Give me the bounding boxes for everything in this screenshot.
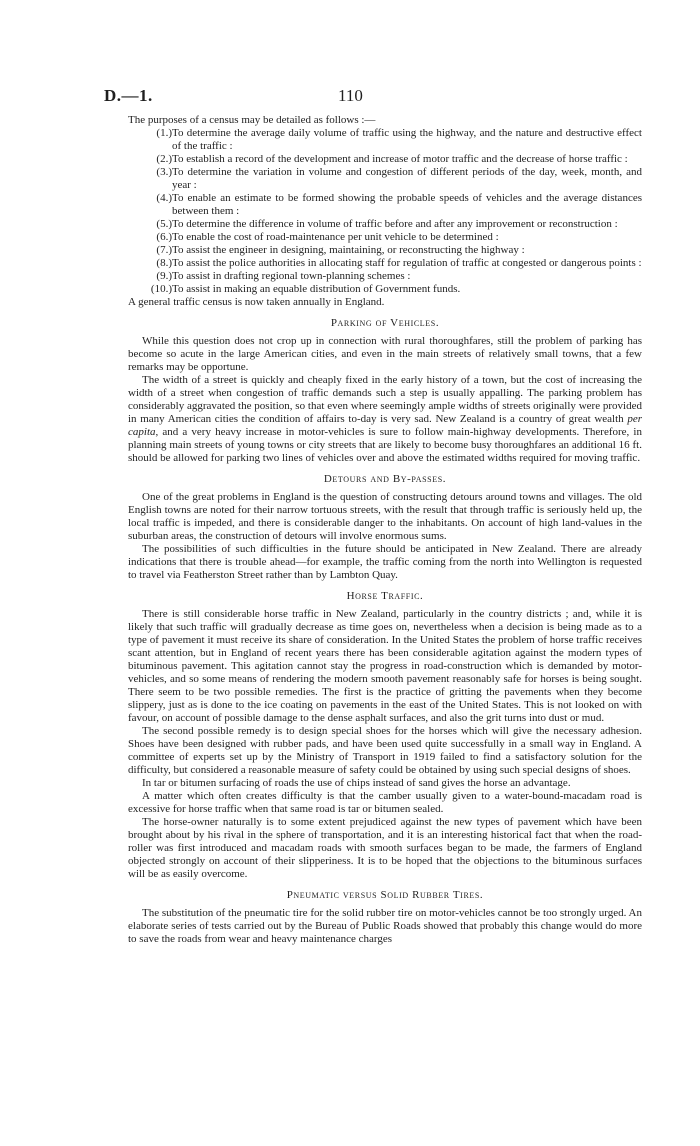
list-item: [128, 218, 642, 231]
paragraph: [128, 374, 642, 465]
paragraph: The horse-owner naturally is to some extent prejudiced against the new types of pavement which have been brought about by his rival in the sphere of transportation, and it is an interesting historical fact that when the road-roller was first introduced and macadam roads with smooth surfaces began to be made, the farmers of England objected strongly on account of their slipperiness. It is to be hoped that the objections to the bituminous surfaces will be as easily overcome.: [128, 816, 642, 880]
section-heading-horse-traffic: Horse Traffic.: [346, 590, 424, 602]
list-item-text: To determine the difference in volume of traffic before and after any improvement or reconstruction :: [172, 218, 618, 230]
paragraph-text: , and a very heavy increase in motor-vehicles is sure to follow main-highway developments. Therefore, in planning main streets of young towns or city streets that are likely to become busy thoroughfares an additional 16 ft. should be allowed for parking two lines of vehicles over and above the estimated widths required for moving traffic.: [128, 426, 642, 464]
list-item-text: To assist the police authorities in allocating staff for regulation of traffic at congested or dangerous points :: [172, 257, 642, 269]
page-header: [104, 86, 636, 110]
list-item-text: To assist in drafting regional town-planning schemes :: [172, 270, 411, 282]
list-item-number: (8.): [156, 257, 172, 269]
paragraph: There is still considerable horse traffic in New Zealand, particularly in the country districts ; and, while it is likely that such traffic will gradually decrease as time goes on, nevertheless when a decision is being made as to a type of pavement it must receive its share of consideration. In the United States the problem of horse traffic receives scant attention, but in England of recent years there has been considerable agitation against the modern types of bituminous pavement. This agitation cannot stay the progress in road-construction which is demanded by motor-vehicles, and so some means of rendering the modern smooth pavement reasonably safe for horses is being sought. There seem to be two possible remedies. The first is the practice of gritting the pavements when they become slippery, just as is done to the ice coating on pavements in the east of the United States. This is not looked on with favour, on account of possible damage to the dense asphalt surfaces, and also the grit turns into dust or mud.: [128, 608, 642, 724]
emphasis-text: per capita: [128, 413, 642, 438]
section-heading-parking: Parking of Vehicles.: [330, 317, 440, 329]
list-item: [128, 257, 642, 270]
page-body: [128, 114, 642, 946]
paragraph: A matter which often creates difficulty is that the camber usually given to a water-bound-macadam road is excessive for horse traffic when that same road is tar or bitumen sealed.: [128, 790, 642, 815]
list-item: [128, 127, 642, 153]
list-item-text: To enable an estimate to be formed showing the probable speeds of vehicles and the average distances between them :: [172, 192, 642, 217]
list-item: [128, 244, 642, 257]
paragraph: While this question does not crop up in connection with rural thoroughfares, still the problem of parking has become so acute in the large American cities, and even in the main streets of relatively small towns, that a few remarks may be opportune.: [128, 335, 642, 373]
list-item: [128, 192, 642, 218]
list-item-number: (2.): [156, 153, 172, 165]
section-heading-tires: Pneumatic versus Solid Rubber Tires.: [286, 889, 484, 901]
list-item: [128, 283, 642, 296]
list-item-text: To enable the cost of road-maintenance per unit vehicle to be determined :: [172, 231, 499, 243]
list-item-text: To assist the engineer in designing, maintaining, or reconstructing the highway :: [172, 244, 525, 256]
list-item-number: (1.): [156, 127, 172, 139]
list-item: [128, 231, 642, 244]
list-item-number: (5.): [156, 218, 172, 230]
list-item-text: To determine the variation in volume and congestion of different periods of the day, week, month, and year :: [172, 166, 642, 191]
list-item: [128, 153, 642, 166]
paragraph: One of the great problems in England is the question of constructing detours around towns and villages. The old English towns are noted for their narrow tortuous streets, with the result that through traffic is seriously held up, the local traffic is impeded, and there is considerable danger to the inhabitants. On account of high land-values in the suburban areas, the construction of detours will involve enormous sums.: [128, 491, 642, 542]
paragraph: The substitution of the pneumatic tire for the solid rubber tire on motor-vehicles cannot be too strongly urged. An elaborate series of tests carried out by the Bureau of Public Roads showed that probably this change would do more to save the roads from wear and heavy maintenance charges: [128, 907, 642, 945]
census-note: A general traffic census is now taken annually in England.: [128, 296, 385, 308]
list-item: [128, 270, 642, 283]
list-item-number: (7.): [156, 244, 172, 256]
paragraph-text: The width of a street is quickly and cheaply fixed in the early history of a town, but the cost of increasing the width of a street when congestion of traffic demands such a step is usually appalling. The parking problem has considerably aggravated the position, so that even where seemingly ample widths of streets originally were provided in many American cities the condition of affairs to-day is very sad. New Zealand is a country of great wealth: [128, 374, 642, 425]
list-item-number: (10.): [150, 283, 172, 295]
list-item-number: (6.): [156, 231, 172, 243]
paragraph: The possibilities of such difficulties in the future should be anticipated in New Zealand. There are already indications that there is trouble ahead—for example, the traffic coming from the north into Wellington is requested to travel via Featherston Street rather than by Lambton Quay.: [128, 543, 642, 581]
paragraph: In tar or bitumen surfacing of roads the use of chips instead of sand gives the horse an advantage.: [142, 777, 571, 789]
list-item-text: To establish a record of the development and increase of motor traffic and the decrease of horse traffic :: [172, 153, 628, 165]
list-item-number: (9.): [156, 270, 172, 282]
section-heading-detours: Detours and By-passes.: [323, 473, 447, 485]
list-item-number: (4.): [156, 192, 172, 204]
census-purposes-list: [128, 127, 642, 296]
list-item: [128, 166, 642, 192]
paragraph: The second possible remedy is to design special shoes for the horses which will give the necessary adhesion. Shoes have been designed with rubber pads, and have been used quite successfully in a small way in England. A committee of experts set up by the Ministry of Transport in 1919 failed to find a satisfactory solution for the difficulty, but considered a reasonable measure of safety could be obtained by using such special designs of shoes.: [128, 725, 642, 776]
document-code: D.—1.: [104, 86, 153, 105]
list-item-number: (3.): [156, 166, 172, 178]
census-intro: The purposes of a census may be detailed as follows :—: [128, 114, 376, 126]
list-item-text: To determine the average daily volume of traffic using the highway, and the nature and destructive effect of the traffic :: [172, 127, 642, 152]
list-item-text: To assist in making an equable distribution of Government funds.: [172, 283, 461, 295]
page-number: 110: [338, 86, 363, 105]
